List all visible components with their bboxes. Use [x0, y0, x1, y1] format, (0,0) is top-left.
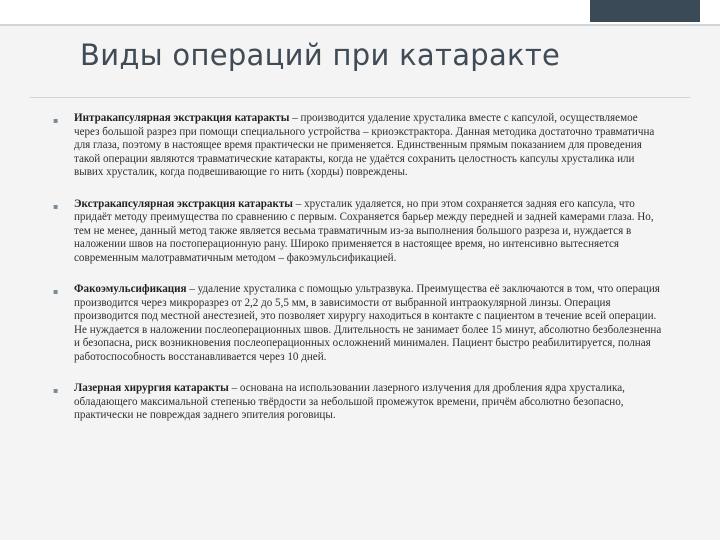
- item-text: – удаление хрусталика с помощью ультразвука. Преимущества её заключаются в том, что операция производится через микроразрез от 2,2 до 5,5 мм, в зависимости от выбранной интраокулярной линзы. Операция производится под местной анестезией, это позволяет хирургу находиться в контакте с пациентом в течение всей операции. Не нуждается в наложении послеоперационных швов. Длительность не занимает более 15 минут, абсолютно безболезненна и безопасна, риск возникновения послеоперационных осложнений минимален. Пациент быстро реабилитируется, полная работоспособность восстанавливается через 10 дней.: [74, 283, 662, 363]
- accent-bar: [590, 0, 700, 22]
- list-item: [50, 198, 665, 266]
- item-term: Факоэмульсификация: [74, 283, 187, 295]
- item-term: Экстракапсулярная экстракция катаракты: [74, 197, 293, 210]
- list-item: [50, 283, 665, 364]
- bullet-icon: ▪: [53, 386, 59, 395]
- list-item: [50, 382, 665, 423]
- header-divider: [0, 24, 720, 26]
- header-band: [0, 0, 720, 24]
- item-text: – основана на использовании лазерного излучения для дробления ядра хрусталика, обладающего максимальной степенью твёрдости за небольшой промежуток времени, причём абсолютно безопасно, практически не повреждая заднего эпителия роговицы.: [74, 382, 625, 421]
- item-text: – производится удаление хрусталика вместе с капсулой, осуществляемое через большой разрез при помощи специального устройства – криоэкстрактора. Данная методика достаточно травматична для глаза, поэтому в настоящее время практически не применяется. Единственным прямым показанием для проведения такой операции являются травматические катаракты, когда не удаётся сохранить целостность капсулы хрусталика или вывих хрусталик, когда подвешивающие го нить (хорды) повреждены.: [74, 112, 655, 178]
- item-text: – хрусталик удаляется, но при этом сохраняется задняя его капсула, что придаёт методу преимущества по сравнению с первым. Сохраняется барьер между передней и задней камерами глаза. Но, тем не менее, данный метод также является весьма травматичным из-за выполнения большого разреза и, нуждается в наложении швов на постоперационную рану. Широко применяется в настоящее время, но интенсивно вытесняется современным малотравматичным методом – факоэмульсификацией.: [74, 197, 654, 264]
- slide-title: Виды операций при катаракте: [80, 38, 561, 72]
- bullet-icon: ▪: [53, 201, 59, 211]
- bullet-icon: ▪: [53, 287, 59, 296]
- list-item: [50, 112, 665, 180]
- bullet-list: [50, 112, 665, 441]
- title-divider: [30, 97, 690, 98]
- item-term: Лазерная хирургия катаракты: [74, 382, 229, 394]
- bullet-icon: ▪: [53, 116, 59, 125]
- item-term: Интракапсулярная экстракция катаракты: [74, 112, 290, 124]
